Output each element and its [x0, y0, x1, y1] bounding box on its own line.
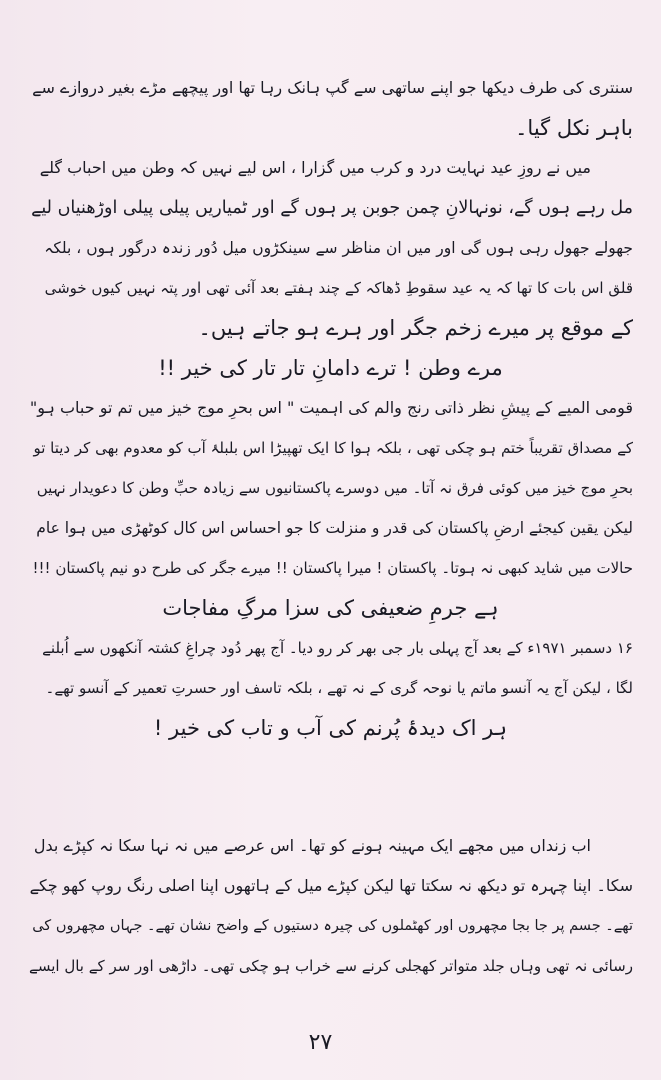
text-line: حالات میں شاید کبھی نہ ہوتا۔ پاکستان ! میرا پاکستان !! میرے جگر کی طرح دو نیم پاکستان !!! [32, 559, 633, 577]
text-line: سنتری کی طرف دیکھا جو اپنے ساتھی سے گپ ہانک رہا تھا اور پیچھے مڑے بغیر دروازے سے [32, 78, 633, 97]
text-line: مل رہے ہوں گے، نونہالانِ چمن جوبن پر ہوں گے اور ٹمیاریں پیلی پیلی اوڑھنیاں لیے [31, 198, 633, 218]
text-line: جھولے جھول رہی ہوں گی اور میں ان مناظر سے سینکڑوں میل دُور زندہ درگور ہوں ، بلکہ [44, 239, 633, 257]
text-line: قلق اس بات کا تھا کہ یہ عید سقوطِ ڈھاکہ کے چند ہفتے بعد آئی تھی اور پتہ نہیں کیوں خوشی [44, 279, 633, 297]
text-line: رسائی نہ تھی وہاں جلد متواتر کھجلی کرنے سے خراب ہو چکی تھی۔ داڑھی اور سر کے بال ایسے [29, 957, 633, 975]
text-line: لگا ، لیکن آج یہ آنسو ماتم یا نوحہ گری کے نہ تھے ، بلکہ تاسف اور حسرتِ تعمیر کے آنسو تھے۔ [45, 679, 633, 697]
verse-line: ہے جرمِ ضعیفی کی سزا مرگِ مفاجات [162, 596, 499, 620]
text-line: کے مصداق تقریباً ختم ہو چکی تھی ، بلکہ ہوا کا ایک تھپیڑا اس بلبلۂ آب کو معدوم بھی کر دیتا تو [33, 439, 633, 457]
text-line: قومی المیے کے پیشِ نظر ذاتی رنج والم کی اہمیت " اس بحرِ موج خیز میں تم تو حباب ہو" [29, 398, 633, 417]
text-line: تھے۔ جسم پر جا بجا مچھروں اور کھٹملوں کی چیرہ دستیوں کے واضح نشان تھے۔ جہاں مچھروں کی [32, 918, 633, 934]
page-text-continued [28, 826, 633, 986]
page-text [28, 68, 633, 748]
text-line: لیکن یقین کیجئے ارضِ پاکستان کی قدر و منزلت کا جو احساس اس کال کوٹھڑی میں ہوا عام [36, 519, 633, 537]
text-line: ۱۶ دسمبر ۱۹۷۱ء کے بعد آج پہلی بار جی بھر کر رو دیا۔ آج پھر دُود چراغِ کشتہ آنکھوں سے اُبلنے [42, 639, 633, 657]
text-line: کے موقع پر میرے زخم جگر اور ہرے ہو جاتے ہیں۔ [198, 316, 633, 340]
verse-line: ہر اک دیدۂ پُرنم کی آب و تاب کی خیر ! [153, 716, 508, 740]
text-line: میں نے روزِ عید نہایت درد و کرب میں گزارا ، اس لیے نہیں کہ وطن میں احباب گلے [39, 158, 591, 177]
verse-line: مرے وطن ! ترے دامانِ تار تار کی خیر !! [158, 356, 503, 380]
text-line: اب زنداں میں مجھے ایک مہینہ ہونے کو تھا۔ اس عرصے میں نہ نہا سکا نہ کپڑے بدل [33, 836, 591, 855]
text-line: باہر نکل گیا۔ [515, 116, 633, 140]
text-line: بحرِ موج خیز میں کوئی فرق نہ آتا۔ میں دوسرے پاکستانیوں سے زیادہ حبِّ وطن کا دعویدار نہیں [36, 479, 633, 497]
page-number: ۲۷ [308, 1030, 333, 1055]
text-line: سکا۔ اپنا چہرہ تو دیکھ نہ سکتا تھا لیکن کپڑے میل کے ہاتھوں اپنا اصلی رنگ روپ کھو چکے [29, 876, 633, 895]
